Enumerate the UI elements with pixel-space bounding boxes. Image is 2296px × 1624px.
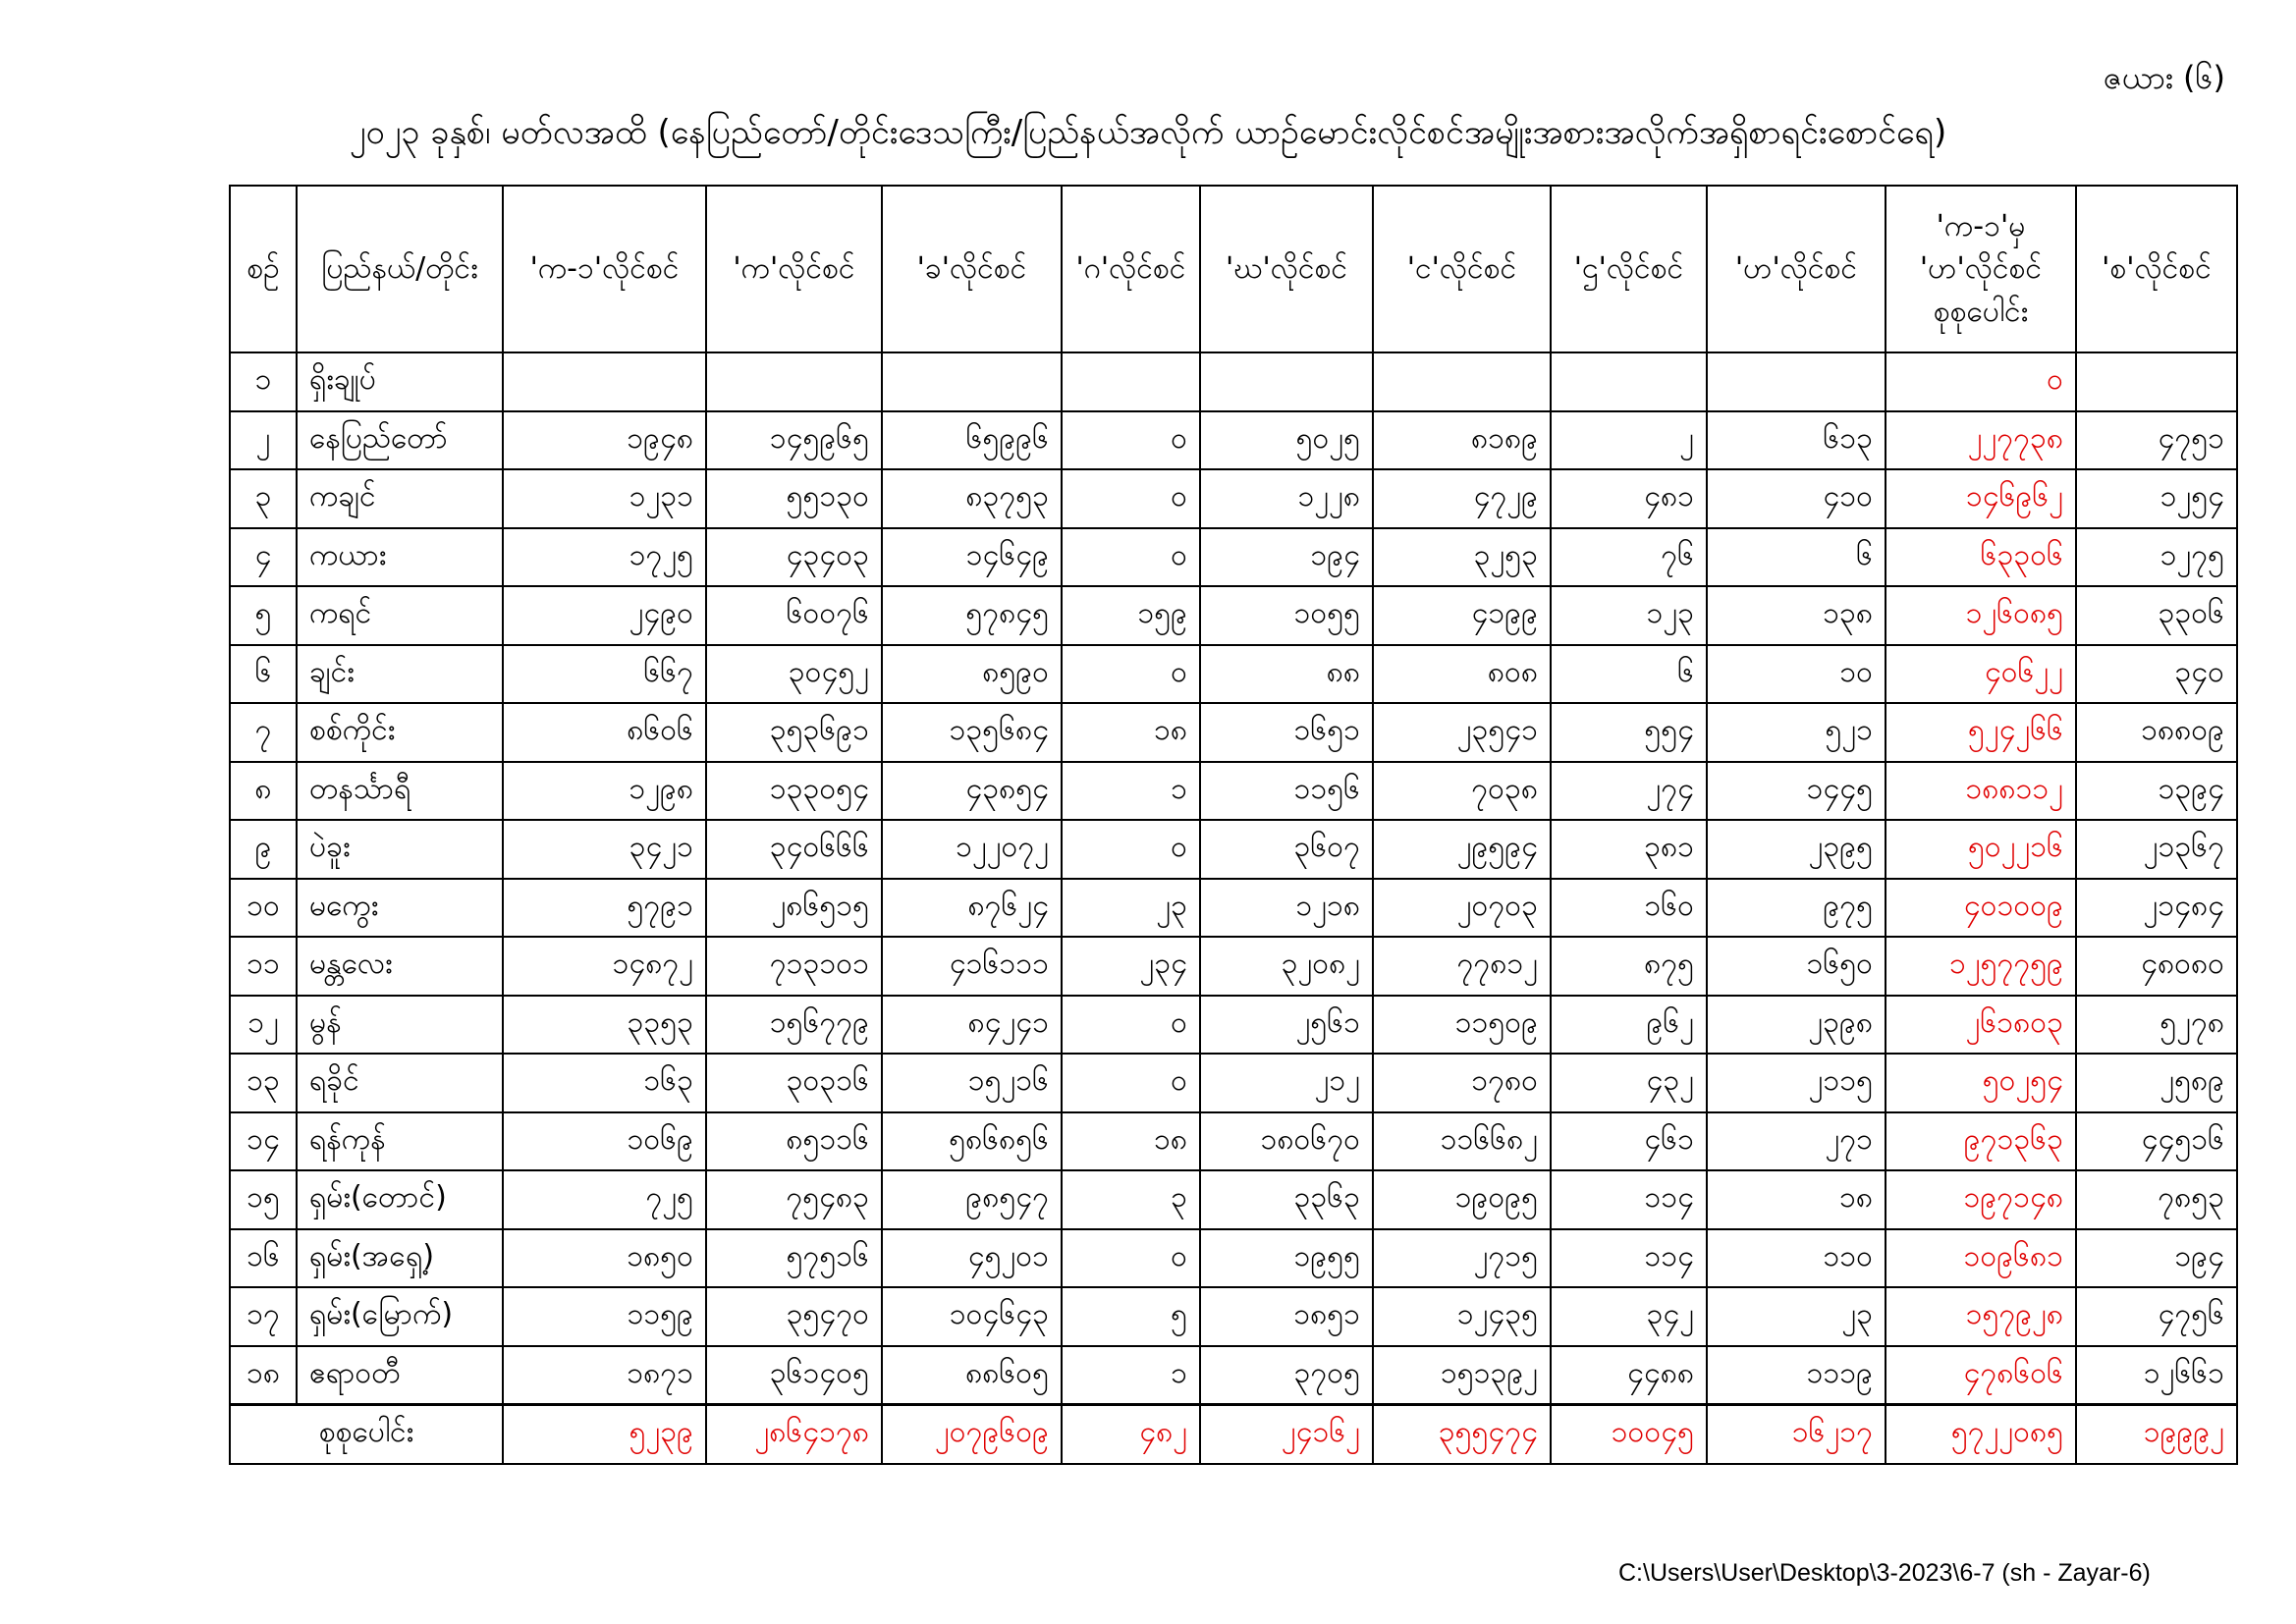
value-cell: ၁၉၄၈ — [503, 411, 706, 470]
value-cell: ၀ — [1062, 1229, 1200, 1288]
value-cell: ၀ — [1062, 528, 1200, 587]
value-cell: ၇၆ — [1551, 528, 1707, 587]
row-number: ၂ — [230, 411, 297, 470]
region-name: မွန် — [297, 996, 503, 1055]
value-cell: ၄၇၅၆ — [2076, 1287, 2237, 1346]
table-row — [230, 1170, 2237, 1229]
value-cell: ၆၅၉၉၆ — [882, 411, 1062, 470]
region-name: ရှမ်း(အရှေ့) — [297, 1229, 503, 1288]
value-cell: ၁၃၅၆၈၄ — [882, 703, 1062, 762]
value-cell: ၁ — [1062, 762, 1200, 821]
table-row — [230, 469, 2237, 528]
value-cell: ၅၅၁၃၀ — [706, 469, 882, 528]
value-cell: ၁၇၂၅ — [503, 528, 706, 587]
value-cell: ၂၃၉၈ — [1707, 996, 1886, 1055]
row-total-cell: ၉၇၁၃၆၃ — [1886, 1112, 2076, 1171]
value-cell: ၁၁၅၉ — [503, 1287, 706, 1346]
value-cell: ၂၁၂ — [1200, 1054, 1373, 1112]
region-name: ပဲခူး — [297, 820, 503, 879]
license-table — [229, 185, 2238, 1465]
total-cell: ၄၈၂ — [1062, 1405, 1200, 1464]
value-cell: ၀ — [1062, 645, 1200, 704]
value-cell — [1200, 352, 1373, 411]
value-cell: ၅၅၄ — [1551, 703, 1707, 762]
value-cell: ၃၄၀ — [2076, 645, 2237, 704]
value-cell: ၄၈၀၈၀ — [2076, 937, 2237, 996]
value-cell: ၅၂၇၈ — [2076, 996, 2237, 1055]
region-name: တနင်္သာရီ — [297, 762, 503, 821]
row-number: ၁၆ — [230, 1229, 297, 1288]
column-header: ပြည်နယ်/တိုင်း — [297, 186, 503, 352]
value-cell: ၇၁၃၁၀၁ — [706, 937, 882, 996]
value-cell: ၈၅၁၁၆ — [706, 1112, 882, 1171]
column-header: စဉ် — [230, 186, 297, 352]
value-cell: ၉၇၅ — [1707, 879, 1886, 938]
value-cell: ၁၈ — [1707, 1170, 1886, 1229]
region-name: စစ်ကိုင်း — [297, 703, 503, 762]
row-total-cell: ၁၂၆၀၈၅ — [1886, 586, 2076, 645]
column-header: 'စ'လိုင်စင် — [2076, 186, 2237, 352]
value-cell: ၂၅၈၉ — [2076, 1054, 2237, 1112]
value-cell: ၁၉၄ — [1200, 528, 1373, 587]
row-total-cell: ၁၄၆၉၆၂ — [1886, 469, 2076, 528]
value-cell — [503, 352, 706, 411]
value-cell: ၁ — [1062, 1346, 1200, 1405]
value-cell: ၀ — [1062, 820, 1200, 879]
total-cell: ၅၇၂၂၀၈၅ — [1886, 1405, 2076, 1464]
value-cell: ၂၄၉၀ — [503, 586, 706, 645]
value-cell: ၂၀၇၀၃ — [1373, 879, 1551, 938]
row-total-cell: ၅၂၄၂၆၆ — [1886, 703, 2076, 762]
value-cell: ၁၂၄၃၅ — [1373, 1287, 1551, 1346]
table-row — [230, 352, 2237, 411]
value-cell: ၀ — [1062, 996, 1200, 1055]
value-cell: ၈၇၅ — [1551, 937, 1707, 996]
total-cell: ၂၀၇၉၆၀၉ — [882, 1405, 1062, 1464]
value-cell — [1551, 352, 1707, 411]
value-cell: ၆၆၇ — [503, 645, 706, 704]
value-cell: ၁၆၃ — [503, 1054, 706, 1112]
row-total-cell: ၁၈၈၁၁၂ — [1886, 762, 2076, 821]
value-cell: ၁၂၅၄ — [2076, 469, 2237, 528]
value-cell: ၅၇၅၁၆ — [706, 1229, 882, 1288]
row-total-cell: ၄၇၈၆၀၆ — [1886, 1346, 2076, 1405]
value-cell: ၃ — [1062, 1170, 1200, 1229]
value-cell: ၆၁၃ — [1707, 411, 1886, 470]
table-row — [230, 411, 2237, 470]
value-cell: ၂၁၄၈၄ — [2076, 879, 2237, 938]
total-cell: ၅၂၃၉ — [503, 1405, 706, 1464]
total-row — [230, 1405, 2237, 1464]
value-cell: ၁၃၃၀၅၄ — [706, 762, 882, 821]
region-name: ရှမ်း(မြောက်) — [297, 1287, 503, 1346]
value-cell: ၅၈၆၈၅၆ — [882, 1112, 1062, 1171]
row-total-cell: ၁၂၅၇၇၅၉ — [1886, 937, 2076, 996]
value-cell: ၃၀၄၅၂ — [706, 645, 882, 704]
row-total-cell: ၆၃၃၀၆ — [1886, 528, 2076, 587]
value-cell: ၁၈ — [1062, 703, 1200, 762]
table-row — [230, 1287, 2237, 1346]
column-header: 'င'လိုင်စင် — [1373, 186, 1551, 352]
column-header: 'ဟ'လိုင်စင် — [1707, 186, 1886, 352]
value-cell: ၀ — [1062, 469, 1200, 528]
column-header: 'ဌ'လိုင်စင် — [1551, 186, 1707, 352]
value-cell: ၈၆၀၆ — [503, 703, 706, 762]
value-cell: ၆ — [1707, 528, 1886, 587]
value-cell: ၁၀၅၅ — [1200, 586, 1373, 645]
row-number: ၆ — [230, 645, 297, 704]
region-name: ဧရာဝတီ — [297, 1346, 503, 1405]
total-cell: ၃၅၅၄၇၄ — [1373, 1405, 1551, 1464]
value-cell: ၂၃ — [1062, 879, 1200, 938]
value-cell: ၁၆၅၁ — [1200, 703, 1373, 762]
column-header: 'က-၁'မှ 'ဟ'လိုင်စင် စုစုပေါင်း — [1886, 186, 2076, 352]
region-name: ကယား — [297, 528, 503, 587]
table-row — [230, 586, 2237, 645]
region-name: ရန်ကုန် — [297, 1112, 503, 1171]
table-row — [230, 1112, 2237, 1171]
value-cell: ၁၁၁၉ — [1707, 1346, 1886, 1405]
value-cell — [706, 352, 882, 411]
region-name: ချင်း — [297, 645, 503, 704]
value-cell: ၄၈၁ — [1551, 469, 1707, 528]
value-cell: ၁၁၄ — [1551, 1170, 1707, 1229]
value-cell: ၀ — [1062, 411, 1200, 470]
header-row — [230, 186, 2237, 352]
value-cell: ၂၃၅၄၁ — [1373, 703, 1551, 762]
value-cell: ၁၃၉၄ — [2076, 762, 2237, 821]
value-cell: ၈၈၆၀၅ — [882, 1346, 1062, 1405]
value-cell: ၁၀ — [1707, 645, 1886, 704]
page-reference: ဇယား (၆) — [2103, 59, 2225, 96]
value-cell: ၂၉၅၉၄ — [1373, 820, 1551, 879]
total-cell: ၂၈၆၄၁၇၈ — [706, 1405, 882, 1464]
row-number: ၁၈ — [230, 1346, 297, 1405]
row-total-cell: ၄၀၆၂၂ — [1886, 645, 2076, 704]
row-total-cell: ၅၀၂၂၁၆ — [1886, 820, 2076, 879]
value-cell: ၁၁၆၆၈၂ — [1373, 1112, 1551, 1171]
table-row — [230, 1346, 2237, 1405]
value-cell: ၁၈၈၀၉ — [2076, 703, 2237, 762]
total-label: စုစုပေါင်း — [230, 1405, 503, 1464]
value-cell: ၄၃၄၀၃ — [706, 528, 882, 587]
value-cell: ၃၄၂၁ — [503, 820, 706, 879]
value-cell: ၃၃၀၆ — [2076, 586, 2237, 645]
region-name: ကချင် — [297, 469, 503, 528]
column-header: 'ဃ'လိုင်စင် — [1200, 186, 1373, 352]
value-cell: ၈၁၈၉ — [1373, 411, 1551, 470]
value-cell: ၄၁၆၁၁၁ — [882, 937, 1062, 996]
row-total-cell: ၄၀၁၀၀၉ — [1886, 879, 2076, 938]
value-cell: ၂၃၄ — [1062, 937, 1200, 996]
table-row — [230, 879, 2237, 938]
value-cell: ၁၉၄ — [2076, 1229, 2237, 1288]
value-cell: ၈၇၆၂၄ — [882, 879, 1062, 938]
row-total-cell: ၂၆၁၈၀၃ — [1886, 996, 2076, 1055]
value-cell: ၈၃၇၅၃ — [882, 469, 1062, 528]
value-cell: ၁၁၀ — [1707, 1229, 1886, 1288]
value-cell: ၁၅၉ — [1062, 586, 1200, 645]
value-cell: ၁၄၆၄၉ — [882, 528, 1062, 587]
value-cell: ၈၀၈ — [1373, 645, 1551, 704]
value-cell: ၃၆၀၇ — [1200, 820, 1373, 879]
value-cell: ၈၄၂၄၁ — [882, 996, 1062, 1055]
row-number: ၁၃ — [230, 1054, 297, 1112]
value-cell: ၁၂၂၈ — [1200, 469, 1373, 528]
value-cell: ၁၂၇၅ — [2076, 528, 2237, 587]
row-total-cell: ၂၂၇၇၃၈ — [1886, 411, 2076, 470]
value-cell: ၁၅၆၇၇၉ — [706, 996, 882, 1055]
value-cell: ၇၂၅ — [503, 1170, 706, 1229]
row-total-cell: ၁၉၇၁၄၈ — [1886, 1170, 2076, 1229]
value-cell: ၅၇၉၁ — [503, 879, 706, 938]
value-cell: ၄၅၂၀၁ — [882, 1229, 1062, 1288]
table-body — [230, 352, 2237, 1405]
value-cell: ၂၃ — [1707, 1287, 1886, 1346]
row-total-cell: ၀ — [1886, 352, 2076, 411]
value-cell: ၂၃၉၅ — [1707, 820, 1886, 879]
value-cell: ၁၂၂၀၇၂ — [882, 820, 1062, 879]
row-number: ၁၅ — [230, 1170, 297, 1229]
value-cell: ၁၈ — [1062, 1112, 1200, 1171]
row-number: ၁၀ — [230, 879, 297, 938]
value-cell: ၁၉၅၅ — [1200, 1229, 1373, 1288]
value-cell: ၁၂၉၈ — [503, 762, 706, 821]
region-name: မန္တလေး — [297, 937, 503, 996]
value-cell: ၁၃၈ — [1707, 586, 1886, 645]
region-name: နေပြည်တော် — [297, 411, 503, 470]
row-number: ၇ — [230, 703, 297, 762]
value-cell: ၁၀၄၆၄၃ — [882, 1287, 1062, 1346]
value-cell: ၁၂၃၁ — [503, 469, 706, 528]
value-cell: ၂၇၁၅ — [1373, 1229, 1551, 1288]
column-header: 'ခ'လိုင်စင် — [882, 186, 1062, 352]
value-cell: ၆၀၀၇၆ — [706, 586, 882, 645]
value-cell: ၃၃၅၃ — [503, 996, 706, 1055]
row-number: ၄ — [230, 528, 297, 587]
row-total-cell: ၁၅၇၉၂၈ — [1886, 1287, 2076, 1346]
value-cell: ၃၄၀၆၆၆ — [706, 820, 882, 879]
total-cell: ၂၄၁၆၂ — [1200, 1405, 1373, 1464]
value-cell: ၁၆၀ — [1551, 879, 1707, 938]
value-cell: ၁၉၀၉၅ — [1373, 1170, 1551, 1229]
value-cell: ၈၅၉၀ — [882, 645, 1062, 704]
value-cell: ၁၂၃ — [1551, 586, 1707, 645]
column-header: 'ဂ'လိုင်စင် — [1062, 186, 1200, 352]
value-cell — [1707, 352, 1886, 411]
value-cell: ၃၈၁ — [1551, 820, 1707, 879]
value-cell: ၇၀၃၈ — [1373, 762, 1551, 821]
value-cell: ၁၄၈၇၂ — [503, 937, 706, 996]
row-number: ၁၁ — [230, 937, 297, 996]
value-cell: ၂၁၁၅ — [1707, 1054, 1886, 1112]
value-cell: ၄၃၂ — [1551, 1054, 1707, 1112]
column-header: 'က'လိုင်စင် — [706, 186, 882, 352]
value-cell: ၃၆၁၄၀၅ — [706, 1346, 882, 1405]
value-cell: ၁၁၅၀၉ — [1373, 996, 1551, 1055]
region-name: ရှမ်း(တောင်) — [297, 1170, 503, 1229]
value-cell: ၅၇၈၄၅ — [882, 586, 1062, 645]
table-row — [230, 820, 2237, 879]
value-cell: ၉၈၅၄၇ — [882, 1170, 1062, 1229]
row-total-cell: ၁၀၉၆၈၁ — [1886, 1229, 2076, 1288]
row-number: ၁ — [230, 352, 297, 411]
region-name: ရခိုင် — [297, 1054, 503, 1112]
document-title: ၂၀၂၃ ခုနှစ်၊ မတ်လအထိ (နေပြည်တော်/တိုင်းဒေသကြီး/ပြည်နယ်အလိုက် ယာဉ်မောင်းလိုင်စင်အမျိုးအစားအလိုက်အရှိစာရင်းစောင်ရေ) — [349, 113, 1947, 152]
value-cell: ၃၅၃၆၉၁ — [706, 703, 882, 762]
value-cell: ၁၈၀၆၇၀ — [1200, 1112, 1373, 1171]
file-path-footer: C:\Users\User\Desktop\3-2023\6-7 (sh - Zayar-6) — [1618, 1559, 2151, 1587]
row-number: ၅ — [230, 586, 297, 645]
value-cell — [1062, 352, 1200, 411]
value-cell: ၆ — [1551, 645, 1707, 704]
value-cell: ၁၈၅၁ — [1200, 1287, 1373, 1346]
value-cell: ၁၂၁၈ — [1200, 879, 1373, 938]
value-cell: ၇၅၄၈၃ — [706, 1170, 882, 1229]
value-cell: ၅၂၁ — [1707, 703, 1886, 762]
value-cell: ၄၃၈၅၄ — [882, 762, 1062, 821]
value-cell: ၁၅၁၃၉၂ — [1373, 1346, 1551, 1405]
value-cell: ၃၃၆၃ — [1200, 1170, 1373, 1229]
value-cell: ၄၁၉၉ — [1373, 586, 1551, 645]
value-cell: ၈၈ — [1200, 645, 1373, 704]
value-cell: ၄၆၁ — [1551, 1112, 1707, 1171]
value-cell: ၄၄၅၁၆ — [2076, 1112, 2237, 1171]
value-cell: ၄၄၈၈ — [1551, 1346, 1707, 1405]
table-row — [230, 762, 2237, 821]
value-cell: ၄၇၂၉ — [1373, 469, 1551, 528]
total-cell: ၁၆၂၁၇ — [1707, 1405, 1886, 1464]
value-cell: ၁၁၅၆ — [1200, 762, 1373, 821]
value-cell: ၃၇၀၅ — [1200, 1346, 1373, 1405]
value-cell: ၁၈၅၀ — [503, 1229, 706, 1288]
value-cell: ၂၈၆၅၁၅ — [706, 879, 882, 938]
value-cell: ၂၇၁ — [1707, 1112, 1886, 1171]
region-name: ရှိးချုပ် — [297, 352, 503, 411]
value-cell: ၇၈၅၃ — [2076, 1170, 2237, 1229]
total-cell: ၁၉၉၉၂ — [2076, 1405, 2237, 1464]
row-number: ၁၇ — [230, 1287, 297, 1346]
region-name: မကွေး — [297, 879, 503, 938]
total-cell: ၁၀၀၄၅ — [1551, 1405, 1707, 1464]
value-cell: ၄၁၀ — [1707, 469, 1886, 528]
value-cell: ၀ — [1062, 1054, 1200, 1112]
table-row — [230, 645, 2237, 704]
table-row — [230, 1229, 2237, 1288]
row-number: ၈ — [230, 762, 297, 821]
table-row — [230, 703, 2237, 762]
value-cell: ၁၇၈၀ — [1373, 1054, 1551, 1112]
table-row — [230, 528, 2237, 587]
value-cell: ၁၁၄ — [1551, 1229, 1707, 1288]
table-row — [230, 1054, 2237, 1112]
value-cell — [882, 352, 1062, 411]
region-name: ကရင် — [297, 586, 503, 645]
value-cell: ၁၄၄၅ — [1707, 762, 1886, 821]
table-row — [230, 937, 2237, 996]
row-number: ၉ — [230, 820, 297, 879]
value-cell: ၂၅၆၁ — [1200, 996, 1373, 1055]
value-cell: ၁၄၅၉၆၅ — [706, 411, 882, 470]
value-cell: ၃၄၂ — [1551, 1287, 1707, 1346]
value-cell: ၃၅၄၇၀ — [706, 1287, 882, 1346]
value-cell: ၂၁၃၆၇ — [2076, 820, 2237, 879]
value-cell: ၁၀၆၉ — [503, 1112, 706, 1171]
column-header: 'က-၁'လိုင်စင် — [503, 186, 706, 352]
row-total-cell: ၅၀၂၅၄ — [1886, 1054, 2076, 1112]
row-number: ၁၂ — [230, 996, 297, 1055]
row-number: ၃ — [230, 469, 297, 528]
value-cell: ၄၇၅၁ — [2076, 411, 2237, 470]
value-cell: ၅ — [1062, 1287, 1200, 1346]
value-cell: ၂ — [1551, 411, 1707, 470]
value-cell: ၇၇၈၁၂ — [1373, 937, 1551, 996]
value-cell: ၁၅၂၁၆ — [882, 1054, 1062, 1112]
value-cell — [2076, 352, 2237, 411]
value-cell: ၁၂၆၆၁ — [2076, 1346, 2237, 1405]
value-cell: ၃၀၃၁၆ — [706, 1054, 882, 1112]
value-cell: ၂၇၄ — [1551, 762, 1707, 821]
table-row — [230, 996, 2237, 1055]
row-number: ၁၄ — [230, 1112, 297, 1171]
value-cell: ၁၆၅၀ — [1707, 937, 1886, 996]
value-cell: ၉၆၂ — [1551, 996, 1707, 1055]
value-cell — [1373, 352, 1551, 411]
value-cell: ၅၀၂၅ — [1200, 411, 1373, 470]
value-cell: ၃၂၀၈၂ — [1200, 937, 1373, 996]
value-cell: ၃၂၅၃ — [1373, 528, 1551, 587]
value-cell: ၁၈၇၁ — [503, 1346, 706, 1405]
